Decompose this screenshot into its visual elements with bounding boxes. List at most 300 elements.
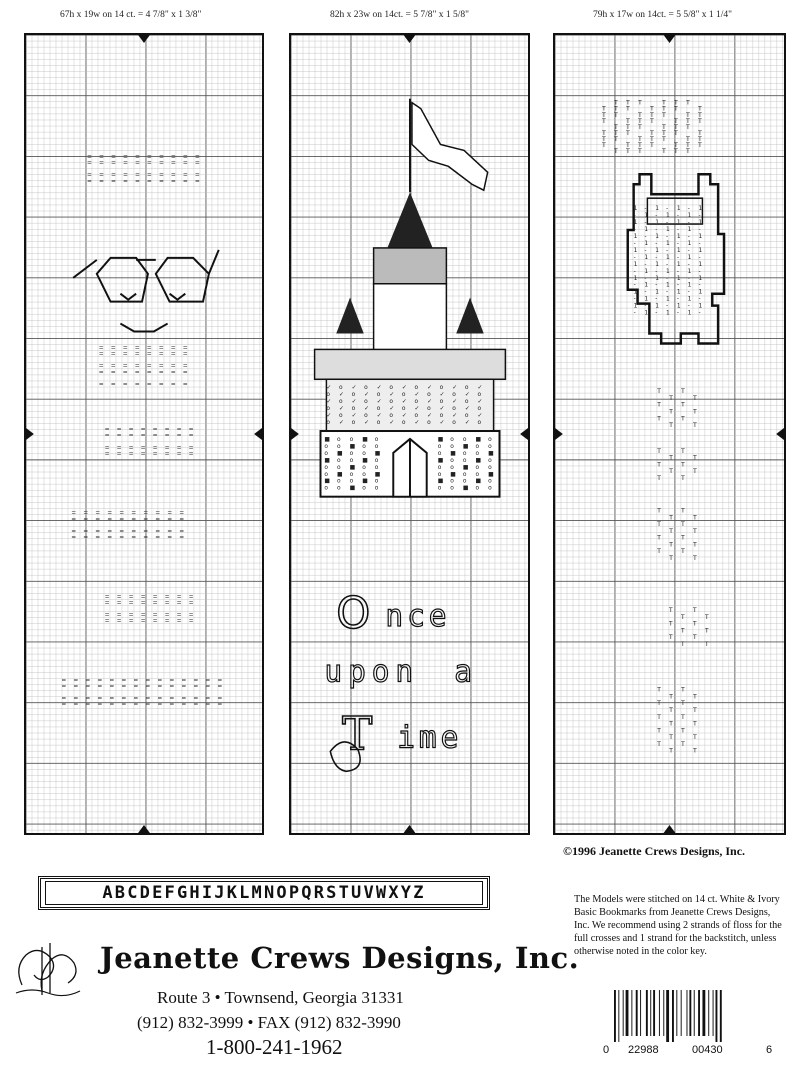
svg-text:=: = (110, 368, 116, 376)
svg-text:T: T (669, 408, 673, 416)
svg-text:-: - (633, 281, 636, 289)
svg-text:o: o (477, 391, 482, 399)
svg-text:=: = (140, 599, 146, 607)
svg-text:-: - (633, 309, 636, 317)
svg-text:T: T (674, 117, 678, 125)
svg-text:=: = (110, 344, 116, 352)
svg-text:T: T (681, 401, 685, 409)
svg-text:o: o (452, 419, 456, 427)
svg-text:T: T (657, 686, 661, 694)
svg-text:o: o (374, 477, 379, 485)
svg-text:=: = (83, 515, 89, 523)
svg-text:=: = (83, 533, 89, 541)
svg-text:=: = (128, 611, 134, 619)
svg-text:=: = (107, 527, 113, 535)
svg-text:=: = (188, 611, 194, 619)
svg-text:=: = (133, 676, 139, 684)
svg-text:-: - (676, 212, 679, 220)
svg-text:✓: ✓ (477, 384, 483, 392)
svg-text:T: T (657, 700, 661, 708)
svg-text:=: = (169, 701, 175, 709)
svg-text:o: o (349, 470, 354, 478)
svg-text:o: o (414, 384, 419, 392)
svg-text:1: 1 (655, 246, 660, 254)
svg-text:=: = (134, 362, 140, 370)
svg-text:-: - (676, 281, 679, 289)
svg-text:o: o (337, 456, 341, 464)
svg-text:=: = (116, 450, 122, 458)
svg-text:T: T (657, 447, 661, 455)
svg-text:=: = (73, 682, 79, 690)
barcode-icon (612, 990, 762, 1042)
svg-text:-: - (676, 295, 679, 303)
svg-text:T: T (657, 461, 661, 469)
svg-text:o: o (427, 405, 431, 413)
svg-text:=: = (71, 515, 77, 523)
svg-text:1: 1 (676, 274, 681, 282)
svg-text:-: - (633, 212, 636, 220)
svg-text:=: = (140, 432, 146, 440)
svg-text:1: 1 (633, 205, 638, 213)
svg-text:o: o (439, 412, 444, 420)
svg-text:=: = (188, 599, 194, 607)
svg-text:T: T (686, 117, 690, 125)
svg-text:=: = (134, 171, 140, 179)
svg-text:=: = (86, 159, 92, 167)
svg-text:T: T (638, 117, 642, 125)
svg-text:T: T (674, 142, 678, 150)
svg-text:-: - (698, 309, 701, 317)
svg-text:=: = (140, 617, 146, 625)
svg-text:1: 1 (698, 232, 703, 240)
svg-text:T: T (602, 111, 606, 119)
svg-text:=: = (182, 350, 188, 358)
svg-text:o: o (389, 412, 393, 420)
svg-text:T: T (693, 422, 697, 430)
svg-text:T: T (692, 634, 697, 642)
company-name: Jeanette Crews Designs, Inc. (100, 941, 580, 975)
svg-text:1: 1 (666, 225, 670, 234)
svg-text:T: T (650, 111, 654, 119)
svg-text:=: = (128, 426, 134, 434)
svg-text:✓: ✓ (389, 405, 395, 413)
svg-text:T: T (693, 734, 697, 742)
svg-text:o: o (338, 412, 343, 420)
svg-text:T: T (638, 148, 642, 156)
svg-text:=: = (104, 444, 110, 452)
svg-text:-: - (644, 246, 647, 254)
svg-text:o: o (338, 398, 343, 406)
svg-text:=: = (157, 676, 163, 684)
svg-text:o: o (450, 456, 454, 464)
svg-text:✓: ✓ (427, 412, 433, 420)
svg-text:-: - (655, 253, 658, 261)
svg-text:o: o (401, 391, 406, 399)
svg-text:1: 1 (655, 302, 660, 310)
svg-text:=: = (146, 177, 152, 185)
svg-text:=: = (146, 344, 152, 352)
svg-text:=: = (182, 362, 188, 370)
svg-text:o: o (477, 419, 482, 427)
svg-text:■: ■ (374, 449, 381, 457)
svg-text:■: ■ (324, 456, 331, 464)
svg-text:=: = (133, 695, 139, 703)
svg-text:-: - (676, 253, 679, 261)
svg-text:-: - (698, 295, 701, 303)
svg-text:T: T (669, 554, 673, 562)
svg-text:T: T (638, 111, 642, 119)
svg-text:=: = (194, 177, 200, 185)
svg-text:=: = (104, 593, 110, 601)
svg-text:=: = (140, 593, 146, 601)
svg-text:T: T (681, 740, 685, 748)
svg-text:=: = (170, 153, 176, 161)
svg-text:T: T (669, 468, 673, 476)
left-chart-caption: 67h x 19w on 14 ct. = 4 7/8" x 1 3/8" (60, 10, 202, 20)
svg-text:✓: ✓ (326, 412, 332, 420)
svg-text:T: T (698, 142, 702, 150)
svg-text:o: o (389, 384, 393, 392)
svg-text:=: = (164, 450, 170, 458)
svg-text:T: T (662, 129, 666, 138)
svg-text:o: o (337, 442, 341, 450)
svg-text:-: - (644, 288, 647, 296)
svg-text:1: 1 (687, 295, 692, 303)
svg-text:T: T (626, 99, 630, 107)
svg-text:T: T (681, 461, 685, 469)
svg-text:=: = (188, 450, 194, 458)
svg-text:T: T (602, 129, 606, 138)
svg-text:✓: ✓ (452, 398, 458, 406)
right-eye (170, 294, 186, 300)
svg-text:=: = (110, 380, 116, 388)
left-chart-grid (26, 35, 262, 833)
svg-text:=: = (182, 380, 188, 388)
copyright-text: ©1996 Jeanette Crews Designs, Inc. (563, 844, 746, 858)
svg-text:=: = (143, 527, 149, 535)
svg-text:■: ■ (450, 470, 456, 478)
svg-text:o: o (364, 384, 368, 392)
svg-text:=: = (182, 344, 188, 352)
svg-text:=: = (158, 344, 164, 352)
svg-text:T: T (657, 415, 661, 423)
svg-text:1: 1 (633, 274, 638, 282)
svg-text:T: T (650, 136, 654, 144)
svg-text:-: - (698, 253, 701, 261)
svg-text:=: = (104, 450, 110, 458)
svg-text:T: T (693, 720, 697, 728)
svg-text:=: = (167, 515, 173, 523)
svg-text:=: = (109, 682, 115, 690)
svg-text:=: = (122, 362, 128, 370)
svg-text:o: o (452, 405, 456, 413)
svg-text:=: = (179, 533, 185, 541)
svg-text:=: = (119, 527, 125, 535)
svg-text:-: - (687, 260, 690, 268)
svg-text:T: T (698, 136, 702, 144)
svg-text:o: o (488, 484, 492, 492)
svg-text:T: T (686, 123, 690, 131)
svg-text:T: T (681, 700, 685, 708)
svg-text:=: = (167, 533, 173, 541)
svg-text:=: = (109, 676, 115, 684)
svg-text:T: T (681, 521, 685, 529)
svg-text:✓: ✓ (464, 405, 470, 413)
svg-text:■: ■ (462, 442, 469, 450)
svg-text:✓: ✓ (376, 398, 382, 406)
svg-text:✓: ✓ (464, 419, 470, 427)
svg-text:o: o (475, 484, 480, 492)
svg-text:=: = (193, 695, 199, 703)
svg-text:T: T (638, 142, 642, 150)
svg-text:-: - (633, 225, 636, 234)
svg-text:-: - (644, 274, 647, 282)
svg-text:T: T (669, 514, 673, 522)
svg-text:=: = (61, 676, 67, 684)
svg-text:■: ■ (488, 470, 494, 478)
flag (412, 103, 488, 191)
svg-text:=: = (98, 368, 104, 376)
svg-text:1: 1 (676, 219, 681, 227)
svg-text:1: 1 (633, 219, 638, 227)
svg-text:=: = (95, 509, 101, 517)
svg-text:o: o (439, 398, 444, 406)
battlements (315, 349, 506, 379)
svg-text:o: o (338, 384, 343, 392)
svg-text:o: o (376, 391, 381, 399)
svg-text:=: = (157, 701, 163, 709)
svg-text:■: ■ (488, 449, 494, 457)
svg-text:=: = (170, 362, 176, 370)
svg-text:o: o (437, 484, 442, 492)
svg-text:-: - (698, 225, 701, 234)
svg-text:=: = (155, 515, 161, 523)
svg-text:=: = (146, 159, 152, 167)
svg-text:o: o (464, 412, 469, 420)
svg-text:■: ■ (324, 435, 331, 443)
svg-text:T: T (650, 117, 654, 125)
svg-text:T: T (681, 474, 685, 482)
svg-text:T: T (681, 548, 685, 556)
svg-text:T: T (638, 136, 642, 144)
svg-text:o: o (362, 449, 366, 457)
svg-text:=: = (194, 171, 200, 179)
svg-text:T: T (657, 401, 661, 409)
svg-text:-: - (655, 212, 658, 220)
alphabet-chart (38, 876, 490, 910)
svg-text:=: = (145, 695, 151, 703)
svg-text:✓: ✓ (326, 384, 332, 392)
svg-text:=: = (188, 432, 194, 440)
svg-text:=: = (121, 701, 127, 709)
svg-text:T: T (693, 554, 697, 562)
svg-text:=: = (193, 682, 199, 690)
svg-text:■: ■ (337, 470, 343, 478)
svg-text:=: = (134, 153, 140, 161)
svg-text:1: 1 (676, 232, 681, 240)
svg-text:T: T (704, 627, 709, 635)
svg-text:✓: ✓ (477, 398, 483, 406)
svg-text:=: = (158, 380, 164, 388)
svg-text:-: - (633, 253, 636, 261)
svg-text:=: = (121, 676, 127, 684)
svg-text:✓: ✓ (364, 419, 370, 427)
svg-text:=: = (170, 380, 176, 388)
svg-text:=: = (109, 695, 115, 703)
svg-text:T: T (669, 634, 673, 642)
svg-text:✓: ✓ (338, 391, 344, 399)
svg-text:o: o (477, 405, 482, 413)
svg-text:=: = (146, 171, 152, 179)
svg-text:1: 1 (655, 288, 660, 296)
svg-text:1: 1 (644, 295, 649, 303)
svg-text:T: T (681, 507, 685, 515)
svg-text:T: T (657, 474, 661, 482)
svg-text:=: = (85, 695, 91, 703)
svg-text:=: = (98, 177, 104, 185)
motto-ime: ime (397, 719, 463, 755)
svg-text:=: = (181, 676, 187, 684)
svg-text:✓: ✓ (401, 384, 407, 392)
svg-text:=: = (134, 177, 140, 185)
svg-text:=: = (205, 695, 211, 703)
svg-text:=: = (73, 695, 79, 703)
svg-text:1: 1 (633, 302, 638, 310)
svg-text:=: = (152, 611, 158, 619)
svg-text:=: = (152, 450, 158, 458)
svg-text:=: = (182, 368, 188, 376)
svg-text:1: 1 (666, 267, 670, 275)
svg-text:=: = (194, 159, 200, 167)
svg-text:✓: ✓ (376, 412, 382, 420)
svg-text:=: = (158, 368, 164, 376)
svg-text:✓: ✓ (351, 384, 357, 392)
alphabet-letters: ABCDEFGHIJKLMNOPQRSTUVWXYZ (45, 881, 483, 905)
svg-text:T: T (698, 117, 702, 125)
svg-text:=: = (169, 695, 175, 703)
svg-text:=: = (188, 593, 194, 601)
svg-text:1: 1 (644, 212, 649, 220)
svg-text:=: = (140, 611, 146, 619)
svg-text:o: o (349, 449, 354, 457)
svg-text:✓: ✓ (351, 412, 357, 420)
svg-text:=: = (170, 368, 176, 376)
svg-text:1: 1 (633, 232, 638, 240)
svg-text:■: ■ (374, 470, 381, 478)
svg-text:T: T (614, 129, 618, 138)
center-tower-top (374, 248, 447, 284)
svg-text:o: o (324, 442, 329, 450)
motto-big-t: T (342, 707, 373, 761)
svg-text:=: = (110, 177, 116, 185)
svg-text:T: T (614, 123, 618, 131)
svg-text:1: 1 (698, 302, 703, 310)
svg-text:T: T (626, 105, 630, 113)
svg-text:o: o (488, 463, 492, 471)
svg-text:=: = (107, 509, 113, 517)
svg-text:-: - (655, 309, 658, 317)
svg-text:o: o (364, 398, 368, 406)
svg-text:=: = (131, 509, 137, 517)
svg-text:-: - (644, 219, 647, 227)
svg-text:o: o (475, 463, 480, 471)
svg-text:=: = (158, 177, 164, 185)
svg-text:1: 1 (666, 239, 670, 247)
svg-text:-: - (698, 239, 701, 247)
left-eye (120, 294, 136, 300)
svg-text:o: o (337, 484, 341, 492)
svg-text:1: 1 (644, 225, 649, 234)
svg-text:=: = (179, 527, 185, 535)
svg-text:✓: ✓ (364, 405, 370, 413)
svg-text:-: - (655, 267, 658, 275)
svg-text:o: o (351, 391, 356, 399)
svg-text:T: T (602, 142, 606, 150)
svg-text:=: = (155, 509, 161, 517)
svg-text:■: ■ (362, 456, 368, 464)
svg-text:o: o (389, 398, 393, 406)
svg-text:✓: ✓ (427, 398, 433, 406)
svg-text:T: T (693, 706, 697, 715)
svg-text:■: ■ (462, 463, 469, 471)
svg-text:=: = (85, 676, 91, 684)
svg-text:=: = (110, 153, 116, 161)
svg-text:=: = (170, 350, 176, 358)
svg-text:T: T (680, 640, 685, 648)
svg-text:-: - (687, 205, 690, 213)
svg-text:1: 1 (676, 205, 681, 213)
svg-text:T: T (657, 388, 661, 396)
svg-text:=: = (146, 380, 152, 388)
svg-text:1: 1 (666, 253, 670, 261)
svg-text:■: ■ (475, 477, 482, 485)
svg-text:o: o (401, 419, 406, 427)
svg-text:-: - (655, 281, 658, 289)
svg-text:T: T (680, 627, 685, 635)
motto-a: a (454, 653, 472, 689)
svg-text:T: T (650, 142, 654, 150)
svg-text:T: T (602, 136, 606, 144)
svg-text:=: = (193, 676, 199, 684)
svg-text:-: - (644, 260, 647, 268)
svg-text:o: o (349, 435, 354, 443)
svg-text:=: = (181, 682, 187, 690)
svg-text:=: = (182, 171, 188, 179)
svg-text:o: o (450, 477, 454, 485)
svg-text:■: ■ (349, 442, 356, 450)
svg-text:=: = (122, 368, 128, 376)
svg-text:1: 1 (698, 260, 703, 268)
svg-text:✓: ✓ (389, 391, 395, 399)
middle-chart-grid (291, 35, 528, 833)
svg-text:T: T (662, 99, 666, 107)
svg-text:=: = (217, 682, 223, 690)
svg-text:=: = (116, 426, 122, 434)
svg-text:✓: ✓ (439, 391, 445, 399)
svg-text:=: = (157, 682, 163, 690)
svg-text:=: = (133, 701, 139, 709)
svg-text:-: - (655, 239, 658, 247)
svg-text:=: = (134, 380, 140, 388)
svg-text:=: = (121, 682, 127, 690)
svg-text:T: T (693, 527, 697, 535)
svg-text:=: = (104, 599, 110, 607)
svg-text:=: = (182, 177, 188, 185)
svg-text:o: o (349, 477, 354, 485)
svg-text:-: - (666, 246, 669, 254)
svg-text:✓: ✓ (427, 384, 433, 392)
svg-text:=: = (95, 515, 101, 523)
